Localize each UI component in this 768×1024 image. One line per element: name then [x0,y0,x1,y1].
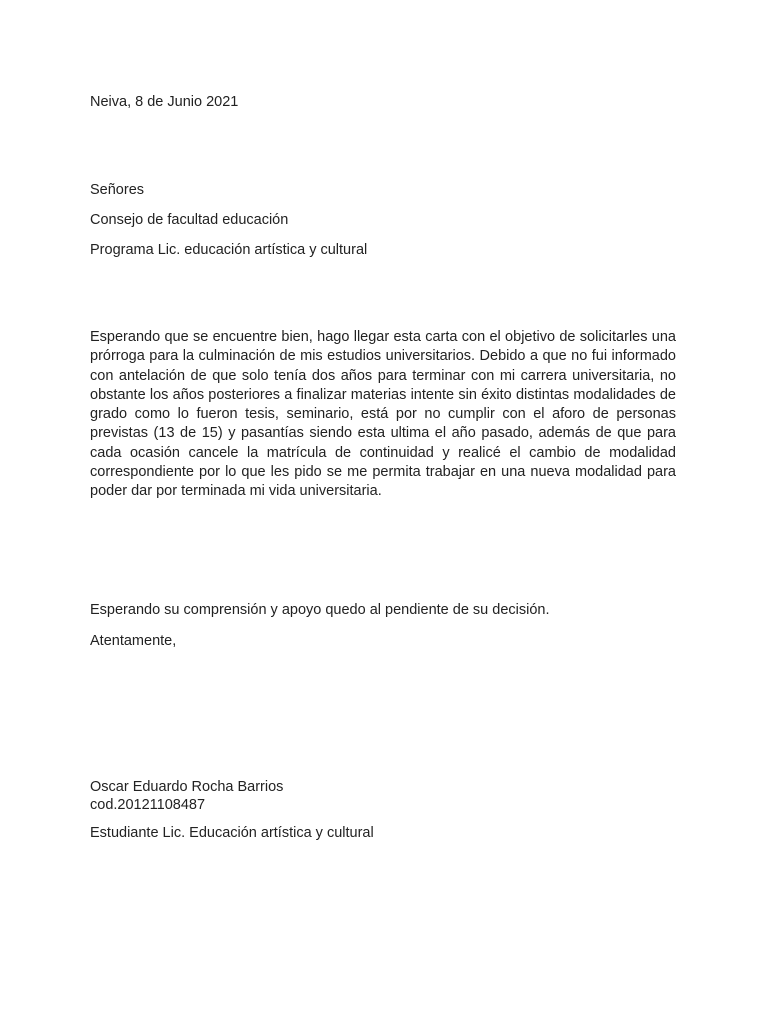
letter-body: Esperando que se encuentre bien, hago llegar esta carta con el objetivo de solicitarles una prórroga para la culminación de mis estudios universitarios. Debido a que no fui informado con antelación de que solo tenía dos años para terminar con mi carrera universitaria, no obstante los años posteriores a finalizar materias intente sin éxito distintas modalidades de grado como lo fueron tesis, seminario, está por no cumplir con el aforo de personas previstas (13 de 15) y pasantías siendo esta ultima el año pasado, además de que para cada ocasión cancele la matrícula de continuidad y realicé el cambio de modalidad correspondiente por lo que les pido se me permita trabajar en una nueva modalidad para poder dar por terminada mi vida universitaria. [90,329,676,500]
recipient-line-3: Programa Lic. educación artística y cultural [90,242,368,258]
salutation: Atentamente, [90,633,177,649]
signature-role: Estudiante Lic. Educación artística y cultural [90,825,374,841]
signature-code: cod.20121108487 [90,797,206,813]
recipient-line-1: Señores [90,182,145,198]
recipient-line-2: Consejo de facultad educación [90,212,289,228]
signature-name: Oscar Eduardo Rocha Barrios [90,779,284,795]
letter-date: Neiva, 8 de Junio 2021 [90,94,239,110]
closing-line: Esperando su comprensión y apoyo quedo al pendiente de su decisión. [90,602,550,618]
